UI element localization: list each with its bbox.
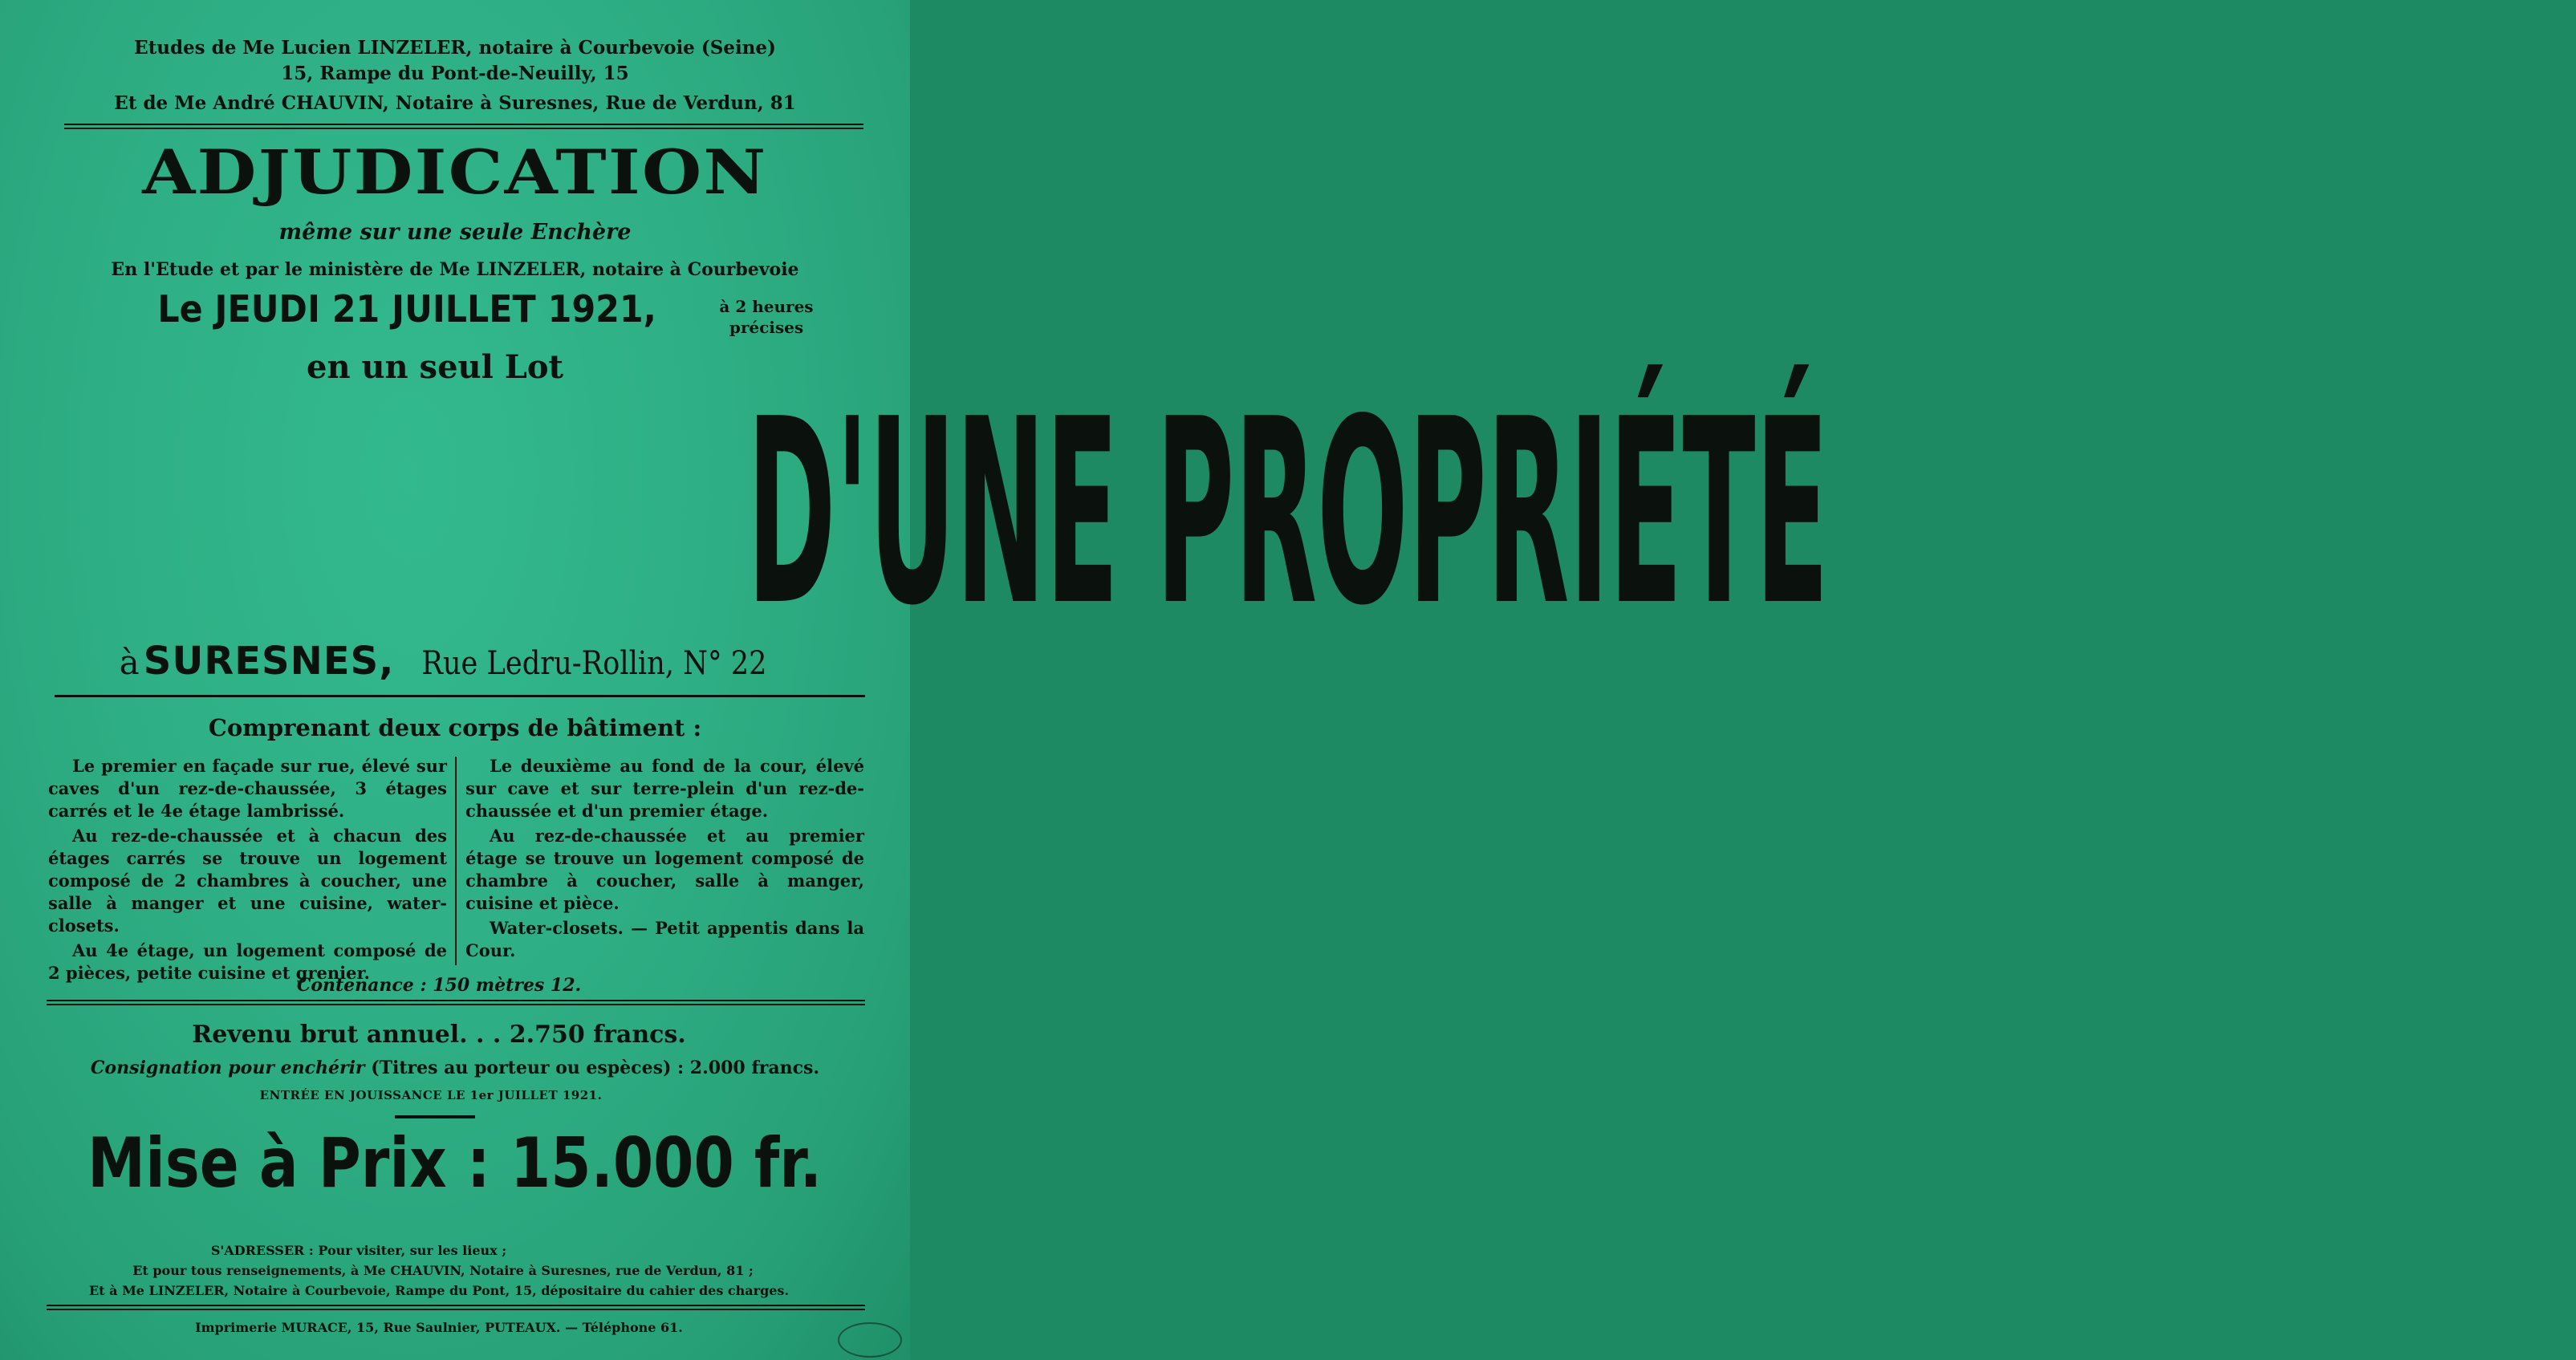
location-prefix: à bbox=[119, 643, 140, 682]
poster-title: ADJUDICATION bbox=[142, 136, 768, 208]
revenu-line: Revenu brut annuel. . . 2.750 francs. bbox=[192, 1021, 686, 1049]
right-paragraph-2: Au rez-de-chaussée et au premier étage se trouve un logement composé de chambre à coucher, salle à manger, cuisine et pièce. bbox=[465, 826, 864, 913]
archive-stamp bbox=[838, 1322, 902, 1358]
column-separator bbox=[455, 757, 457, 965]
location-line bbox=[0, 639, 910, 684]
right-paragraph-3: Water-closets. — Petit appentis dans la Cour. bbox=[465, 918, 864, 960]
right-paragraph-1: Le deuxième au fond de la cour, élevé sur cave et sur terre-plein d'un rez-de-chaussée et d'un premier étage. bbox=[465, 756, 864, 821]
adresser-line-2: Et pour tous renseignements, à Me CHAUVIN, Notaire à Suresnes, rue de Verdun, 81 ; bbox=[132, 1263, 754, 1278]
etude-line: En l'Etude et par le ministère de Me LINZELER, notaire à Courbevoie bbox=[111, 259, 799, 280]
comprenant-heading: Comprenant deux corps de bâtiment : bbox=[208, 714, 702, 741]
location-divider bbox=[55, 695, 865, 697]
left-column bbox=[48, 755, 447, 984]
header-line-1: Etudes de Me Lucien LINZELER, notaire à Courbevoie (Seine) bbox=[134, 37, 776, 59]
hour-line-1: à 2 heures bbox=[719, 297, 814, 316]
consignation-line bbox=[0, 1058, 910, 1078]
lot-line: en un seul Lot bbox=[307, 348, 563, 386]
footer-divider bbox=[47, 1305, 865, 1310]
left-paragraph-1: Le premier en façade sur rue, élevé sur caves d'un rez-de-chaussée, 3 étages carrés et le 4e étage lambrissé. bbox=[48, 756, 447, 821]
ornament-divider bbox=[395, 1115, 475, 1118]
consignation-label: Consignation pour enchérir bbox=[90, 1058, 365, 1078]
big-title: D'UNE PROPRIÉTÉ bbox=[746, 364, 1829, 661]
header-line-3: Et de Me André CHAUVIN, Notaire à Suresnes, Rue de Verdun, 81 bbox=[114, 92, 796, 114]
left-paragraph-2: Au rez-de-chaussée et à chacun des étages carrés se trouve un logement composé de 2 chambres à coucher, une salle à manger et une cuisine, water-closets. bbox=[48, 826, 447, 936]
hour-block bbox=[706, 296, 827, 338]
location-town: SURESNES, bbox=[143, 639, 395, 684]
consignation-detail: (Titres au porteur ou espèces) : 2.000 francs. bbox=[371, 1058, 820, 1078]
adresser-line-3: Et à Me LINZELER, Notaire à Courbevoie, Rampe du Pont, 15, dépositaire du cahier des charges. bbox=[88, 1283, 790, 1298]
hour-line-2: précises bbox=[729, 318, 804, 337]
left-paragraph-3: Au 4e étage, un logement composé de 2 pièces, petite cuisine et grenier. bbox=[48, 940, 447, 983]
imprimerie-line: Imprimerie MURACE, 15, Rue Saulnier, PUTEAUX. — Téléphone 61. bbox=[195, 1320, 683, 1335]
contenance-line: Contenance : 150 mètres 12. bbox=[296, 975, 582, 996]
adresser-line-1: S'ADRESSER : Pour visiter, sur les lieux ; bbox=[210, 1243, 507, 1258]
header-divider bbox=[64, 124, 863, 129]
header-line-2: 15, Rampe du Pont-de-Neuilly, 15 bbox=[281, 63, 629, 84]
date-line: Le JEUDI 21 JUILLET 1921, bbox=[157, 287, 656, 331]
poster-subtitle: même sur une seule Enchère bbox=[278, 220, 632, 245]
entree-line: ENTRÉE EN JOUISSANCE LE 1er JUILLET 1921. bbox=[259, 1088, 603, 1102]
location-street: Rue Ledru-Rollin, N° 22 bbox=[421, 645, 768, 682]
contenance-divider bbox=[47, 1000, 865, 1005]
right-column bbox=[465, 755, 864, 962]
mise-a-prix: Mise à Prix : 15.000 fr. bbox=[87, 1123, 823, 1204]
